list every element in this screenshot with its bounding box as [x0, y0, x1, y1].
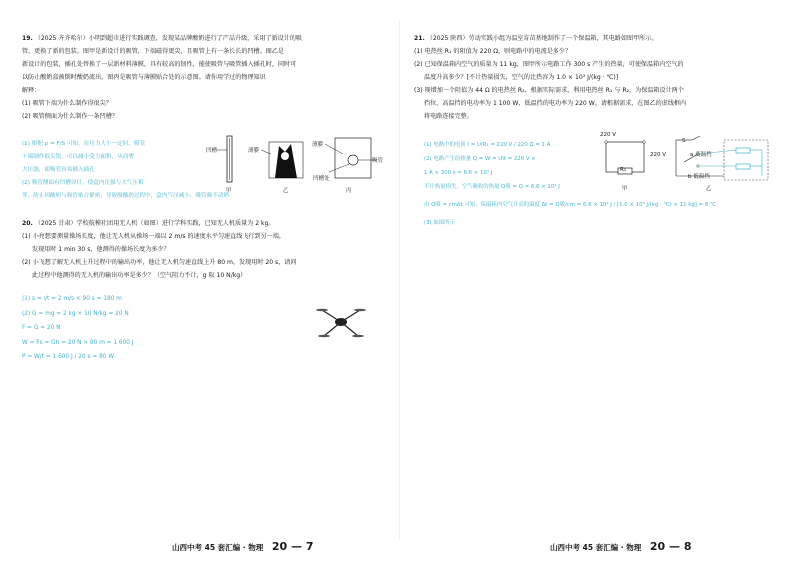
question-text-line: （2025 甘肃）学校航模社团用无人机（如图）进行学科实践，已知无人机质量为 2 kg。	[34, 220, 275, 227]
sub-question: (2) 小飞想了解无人机上升过程中的输出功率，他让无人机匀速直线上升 80 m，发现用时 20 s，请问	[22, 259, 297, 266]
fig-label: 薄膜	[312, 142, 324, 148]
answer-20	[22, 292, 222, 365]
sub-question: 发现用时 1 min 30 s，他测得的操场长度为多少？	[32, 246, 170, 253]
sub-question: 挡位，高温挡的电功率为 1 100 W，低温挡的电功率为 220 W。请根据需求，在图乙的虚线框内	[424, 100, 687, 107]
answer-line: (2) 吸管侧面有凹槽设计，使盒内压强与大气压相	[22, 180, 144, 186]
fig-label: 乙	[283, 188, 289, 194]
answer-line: F = G = 20 N	[22, 325, 61, 331]
fig-label: 220 V	[650, 152, 667, 158]
sub-question: (2) 已知保温箱内空气的质量为 11 kg，图甲所示电路工作 300 s 产生的热量，可使保温箱内空气的	[414, 61, 684, 68]
fig-label: 甲	[226, 188, 232, 194]
question-text-line: 解释：	[22, 87, 41, 94]
fig-label: 乙	[706, 186, 712, 192]
answer-line: 大压强，使吸管容易插入插孔	[22, 167, 95, 173]
question-text-line: （2025 齐齐哈尔）小明到超市进行实践调查，发现某品牌酸奶进行了产品升级，采用了新设计的吸	[34, 35, 303, 42]
answer-19	[22, 138, 229, 203]
fig-label: 220 V	[600, 132, 617, 138]
page-footer	[550, 540, 691, 553]
dashed-box	[724, 140, 768, 180]
fig-label: 吸管	[372, 158, 384, 164]
answer-line: (2) 电路产生的热量 Q = W = UIt = 220 V ×	[424, 156, 536, 162]
fig-label: 凹槽处	[313, 176, 330, 182]
answer-line: 下端制作很尖锐，可以减小受力面积，从而增	[22, 154, 134, 160]
sub-question: 将电路连接完整。	[424, 113, 473, 120]
answer-line: (1) 电路中的电流 I = U/R₁ = 220 V / 220 Ω = 1 A	[424, 142, 551, 148]
sub-question: 此过程中他测得的无人机的输出功率是多少？（空气阻力不计，g 取 10 N/kg）	[32, 272, 247, 279]
fig-label: b 低温挡	[688, 174, 710, 180]
question-text-line: 以防止酸奶盒被倒时酸奶流出。图丙是吸管与薄膜贴合处的示意图。请你用学过的物理知识	[22, 74, 266, 81]
answer-line: 1 A × 300 s = 6.6 × 10⁴ J	[424, 170, 493, 176]
answer-line: 等，防止因酸奶与吸管贴合紧密，导致吸酸奶过程中，盒内气压减小，吸管吸不动奶	[22, 193, 229, 199]
footer-title: 山西中考 45 套汇编 · 物理	[172, 543, 264, 552]
fig-label: 薄膜	[248, 148, 260, 154]
question-21	[414, 32, 784, 123]
answer-line: 由 Q吸 = cmΔt 可知，保温箱内空气升高的温度 Δt = Q吸/cm = 6.6 × 10⁴ J / [1.0 × 10³ J/(kg · ℃) × 11 kg] = 6 ℃	[424, 202, 717, 208]
fig-label: 丙	[346, 188, 352, 194]
page-number: 20 — 8	[649, 540, 692, 553]
circuit-diagram-a	[600, 136, 650, 186]
fig-label: a 高温挡	[690, 152, 712, 158]
sub-question: (1) 小亮想要测量操场长度，他让无人机从操场一端以 2 m/s 的速度水平匀速直线飞行到另一端，	[22, 233, 285, 240]
answer-line: (1) 根据 p = F/S 可知，在压力大小一定时，吸管	[22, 141, 146, 147]
question-number: 19.	[22, 35, 33, 42]
answer-line: P = W/t = 1 600 J / 20 s = 80 W	[22, 354, 115, 360]
fig-label: 甲	[622, 186, 628, 192]
answer-line: (3) 如图所示	[424, 220, 455, 226]
sub-question: (3) 现增加一个阻值为 44 Ω 的电热丝 R₂，根据实际需求，利用电热丝 R₁ 与 R₂，为保温箱设计两个	[414, 87, 684, 94]
sub-question: (1) 电热丝 R₁ 的阻值为 220 Ω，则电路中的电流是多少？	[414, 48, 572, 55]
answer-line: W = Fs = Gh = 20 N × 80 m = 1 600 J	[22, 339, 134, 346]
question-20	[22, 217, 382, 282]
question-19	[22, 32, 382, 123]
circuit-diagram-b	[662, 134, 772, 186]
question-text-line: （2025 陕西）劳动实践小组为温室育苗基地制作了一个保温箱，其电路如图甲所示。	[426, 35, 658, 42]
fig-label: S	[682, 138, 686, 144]
answer-line: (2) G = mg = 2 kg × 10 N/kg = 20 N	[22, 310, 129, 317]
question-text-line: 新设计的包装，插孔处替换了一层新材料薄膜，具有较高的韧性，能使吸管与吸管插入插孔时，同时可	[22, 61, 297, 68]
right-page	[400, 0, 800, 569]
sub-question: 温度升高多少？[不计热量损失，空气的比热容为 1.0 × 10³ J/(kg · ℃)]	[424, 74, 619, 81]
drone-illustration	[312, 298, 370, 346]
fig-label: 凹槽	[206, 148, 218, 154]
question-number: 21.	[414, 35, 425, 42]
answer-line: (1) s = vt = 2 m/s × 90 s = 180 m	[22, 296, 122, 302]
page-number: 20 — 7	[271, 540, 314, 553]
q19-figures	[205, 132, 385, 194]
membrane-diagram	[335, 138, 371, 178]
footer-title: 山西中考 45 套汇编 · 物理	[550, 543, 642, 552]
question-number: 20.	[22, 220, 33, 227]
answer-line: 不计热量损失，空气吸收的热量 Q吸 = Q = 6.6 × 10⁴ J	[424, 184, 560, 190]
sub-question: (2) 吸管侧面为什么制作一条凹槽？	[22, 113, 118, 120]
page-footer	[172, 540, 313, 553]
fig-label: R₁	[620, 167, 627, 173]
question-text-line: 管，更换了新的包装。图甲是新设计的吸管，下端磁得更尖，且吸管上有一条长长的凹槽。图乙是	[22, 48, 285, 55]
sub-question: (1) 吸管下端为什么制作得很尖？	[22, 100, 112, 107]
